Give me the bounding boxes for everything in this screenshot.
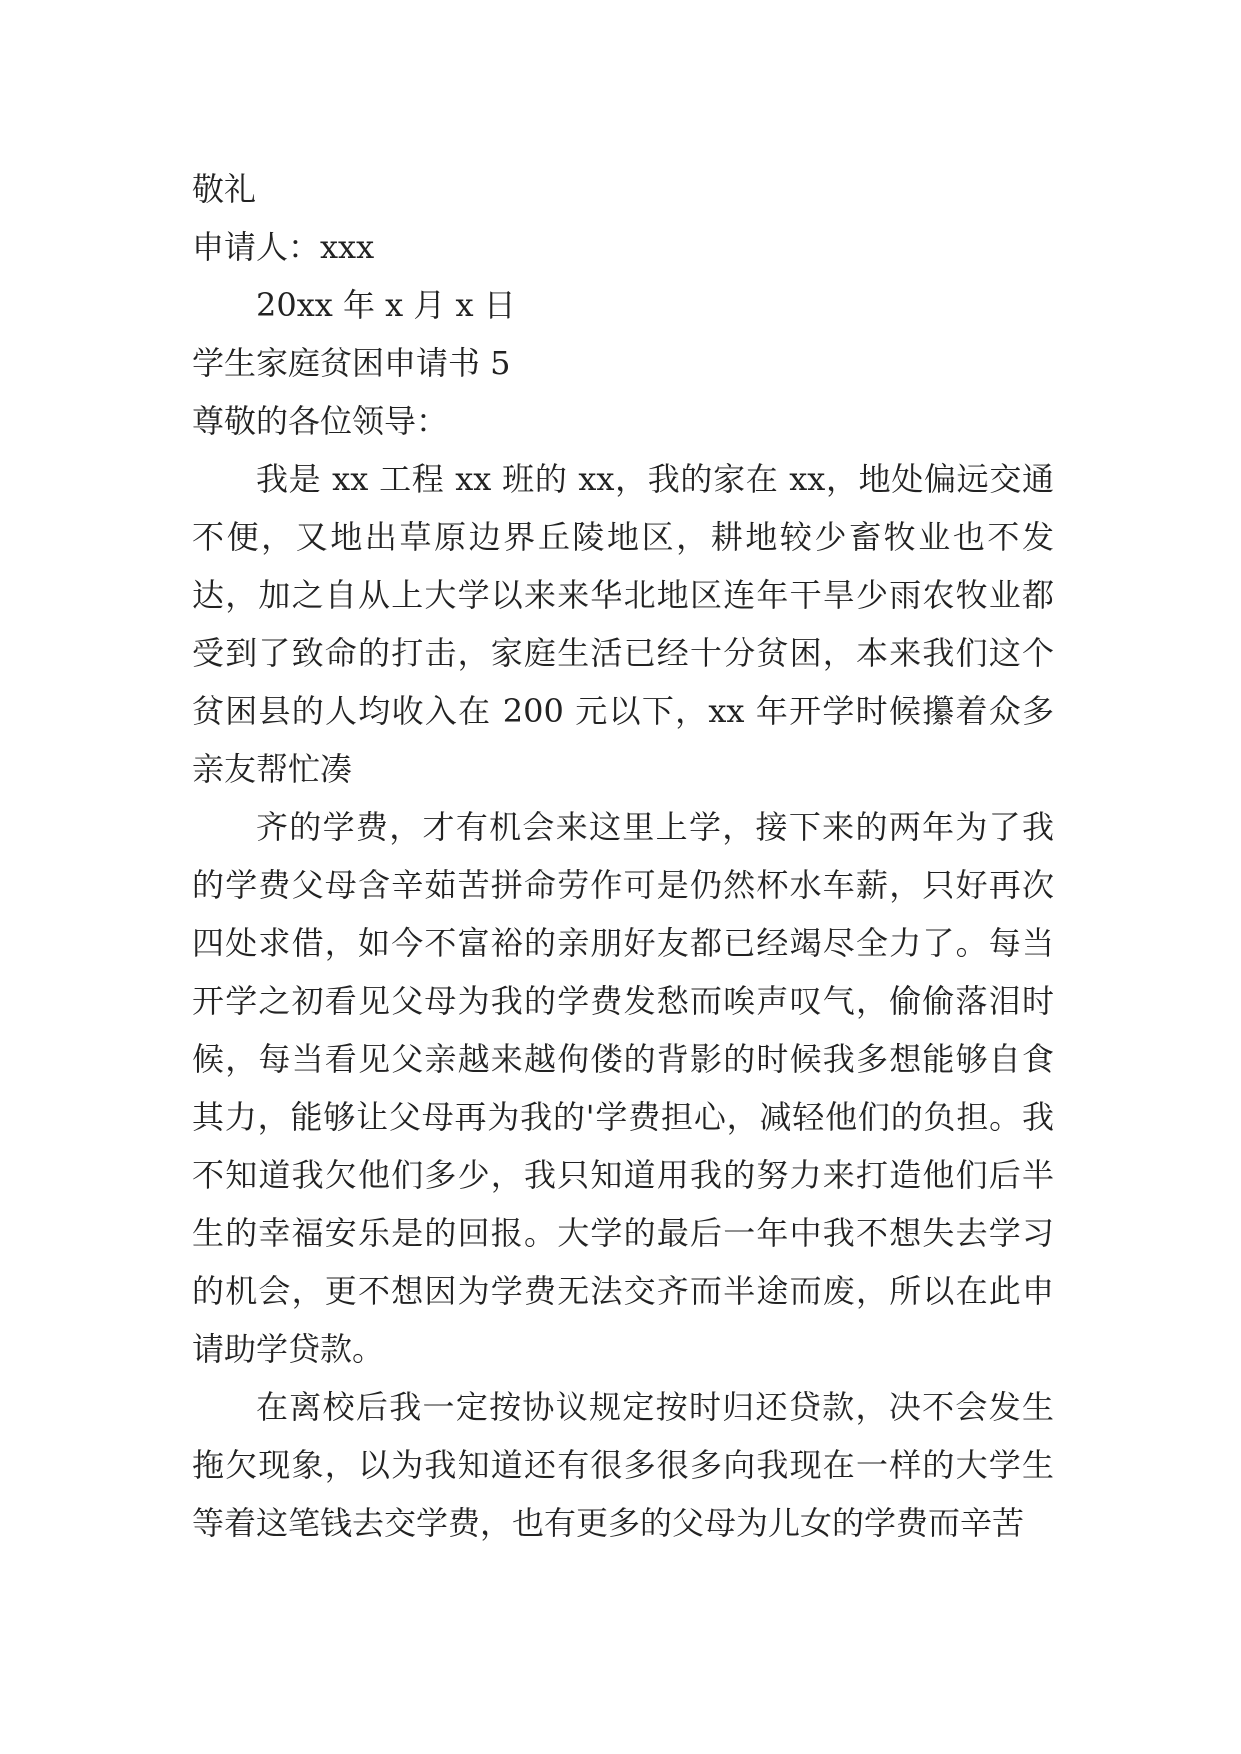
- paragraph-1: 我是 xx 工程 xx 班的 xx，我的家在 xx，地处偏远交通不便，又地出草原边界丘陵地区，耕地较少畜牧业也不发达，加之自从上大学以来来华北地区连年干旱少雨农牧业都受到了致命的打击，家庭生活已经十分贫困，本来我们这个贫困县的人均收入在 200 元以下，xx 年开学时候攥着众多亲友帮忙凑: [192, 460, 1054, 788]
- applicant-line: 申请人：xxx: [192, 228, 375, 266]
- paragraph-2: 齐的学费，才有机会来这里上学，接下来的两年为了我的学费父母含辛茹苦拼命劳作可是仍然杯水车薪，只好再次四处求借，如今不富裕的亲朋好友都已经竭尽全力了。每当开学之初看见父母为我的学费发愁而唉声叹气，偷偷落泪时候，每当看见父亲越来越佝偻的背影的时候我多想能够自食其力，能够让父母再为我的'学费担心，减轻他们的负担。我不知道我欠他们多少，我只知道用我的努力来打造他们后半生的幸福安乐是的回报。大学的最后一年中我不想失去学习的机会，更不想因为学费无法交齐而半途而废，所以在此申请助学贷款。: [192, 808, 1054, 1368]
- letter-title: 学生家庭贫困申请书 5: [192, 344, 511, 382]
- date-line: 20xx 年 x 月 x 日: [256, 286, 516, 324]
- salutation: 尊敬的各位领导：: [192, 402, 449, 440]
- letter-closing: 敬礼: [192, 170, 257, 208]
- paragraph-3: 在离校后我一定按协议规定按时归还贷款，决不会发生拖欠现象，以为我知道还有很多很多向我现在一样的大学生等着这笔钱去交学费，也有更多的父母为儿女的学费而辛苦: [192, 1388, 1054, 1542]
- document-body: [192, 160, 1054, 1552]
